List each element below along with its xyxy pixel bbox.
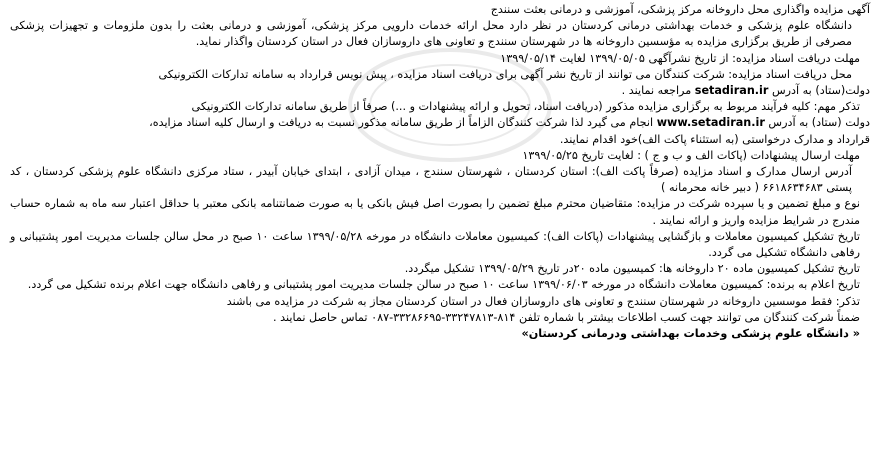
- important-note-line3: قرارداد و مدارک درخواستی (به استثناء پاکت الف)خود اقدام نمایند.: [559, 132, 870, 146]
- commission-meeting: تاریخ تشکیل کمیسیون معاملات و بازگشایی پیشنهادات (پاکات الف): کمیسیون معاملات دانشگاه در مورخه ۱۳۹۹/۰۵/۲۸ ساعت ۱۰ صبح در محل سالن جلسات مدیریت امور پشتیبانی و رفاهی دانشگاه تشکیل می گردد.: [10, 229, 860, 260]
- guarantee-terms: نوع و مبلغ تضمین و یا سپرده شرکت در مزایده: متقاضیان محترم مبلغ تضمین را بصورت اصل فیش بانکی یا به صورت ضمانتنامه بانکی معتبر با حداقل اعتبار سه ماه به شماره حساب مندرج در شرایط مزایده واریز و ارائه نمایند .: [10, 197, 860, 227]
- winner-announcement: تاریخ اعلام به برنده: کمیسیون معاملات دانشگاه در مورخه ۱۳۹۹/۰۶/۰۳ ساعت ۱۰ صبح در سالن جلسات مدیریت امور پشتیبانی و رفاهی دانشگاه جهت اعلام برنده تشکیل می گردد.: [27, 278, 860, 292]
- docs-deadline: مهلت دریافت اسناد مزایده: از تاریخ نشرآگهی ۱۳۹۹/۰۵/۰۵ لغایت ۱۳۹۹/۰۵/۱۴: [500, 51, 860, 65]
- important-note-line1: تذکر مهم: کلیه فرآیند مربوط به برگزاری مزایده مذکور (دریافت اسناد، تحویل و ارائه پیشنهادات و ...) صرفاً از طریق سامانه تدارکات الکترونیکی: [191, 100, 860, 114]
- notice-title: آگهی مزایده واگذاری محل داروخانه مرکز پزشکی، آموزشی و درمانی بعثت سنندج: [490, 3, 870, 16]
- docs-place-line1: محل دریافت اسناد مزایده: شرکت کنندگان می توانند از تاریخ نشر آگهی برای دریافت اسناد مزایده ، پیش نویس قرارداد به سامانه تدارکات الکترونیکی: [158, 67, 852, 81]
- delivery-address: آدرس ارسال مدارک و اسناد مزایده (صرفاً پاکت الف): استان کردستان ، شهرستان سنندج ، میدان آزادی ، ابتدای خیابان آبیدر ، ستاد مرکزی دانشگاه علوم پزشکی کردستان ، کد پستی ۶۶۱۸۶۳۴۶۸۳ ( دبیر خانه محرمانه ): [10, 165, 852, 195]
- setadiran-www-link[interactable]: www.setadiran.ir: [656, 116, 765, 130]
- important-note-line2: دولت (ستاد) به آدرس www.setadiran.ir انجام می گیرد لذا شرکت کنندگان الزاماً از طریق سامانه مذکور نسبت به دریافت و ارسال کلیه اسناد مزایده،: [149, 116, 870, 130]
- final-note: تذکر: فقط موسسین داروخانه در شهرستان سنندج و تعاونی های داروسازان فعال در استان کردستان مجاز به شرکت در مزایده می باشند: [226, 294, 860, 308]
- bids-deadline: مهلت ارسال پیشنهادات (پاکات الف و ب و ج ) : لغایت تاریخ ۱۳۹۹/۰۵/۲۵: [522, 148, 860, 162]
- article20-meeting: تاریخ تشکیل کمیسیون ماده ۲۰ داروخانه ها: کمیسیون ماده ۲۰در تاریخ ۱۳۹۹/۰۵/۲۹ تشکیل میگردد.: [404, 262, 860, 276]
- signature: « دانشگاه علوم پزشکی وخدمات بهداشتی ودرمانی کردستان»: [521, 327, 860, 341]
- docs-place-line2: دولت(ستاد) به آدرس setadiran.ir مراجعه نمایند .: [621, 84, 870, 98]
- setadiran-link[interactable]: setadiran.ir: [694, 84, 769, 98]
- contact-info: ضمناً شرکت کنندگان می توانند جهت کسب اطلاعات بیشتر با شماره تلفن ۸۱۴-۳۳۲۴۷۸۱۳-۳۳۲۸۶۶۹۵-۰۸۷ تماس حاصل نمایند .: [272, 310, 860, 324]
- notice-intro: دانشگاه علوم پزشکی و خدمات بهداشتی درمانی کردستان در نظر دارد محل ارائه خدمات دارویی مرکز پزشکی، آموزشی و درمانی بعثت را بدون ملزومات و تجهیزات پزشکی مصرفی از طریق برگزاری مزایده به مؤسسین داروخانه ها در شهرستان سنندج و تعاونی های داروسازان فعال در استان کردستان واگذار نماید.: [10, 19, 852, 49]
